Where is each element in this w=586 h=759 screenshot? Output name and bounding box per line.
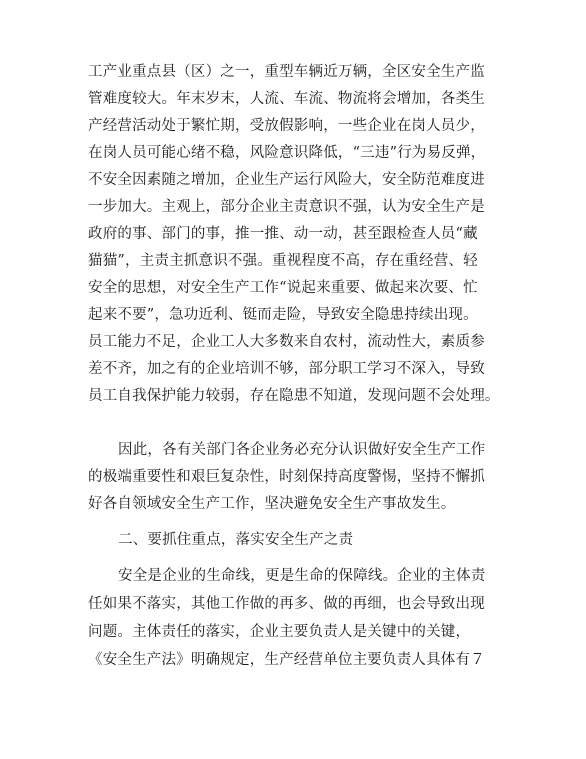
paragraph-line: 政府的事、部门的事，推一推、动一动，甚至跟检查人员“藏 <box>88 226 478 242</box>
paragraph-line: 在岗人员可能心绪不稳，风险意识降低，“三违”行为易反弹， <box>88 145 486 161</box>
paragraph-line: 管难度较大。年末岁末，人流、车流、物流将会增加，各类生 <box>88 91 485 107</box>
paragraph-line: 不安全因素随之增加，企业生产运行风险大，安全防范难度进 <box>88 172 485 188</box>
paragraph-line: 安全的思想，对安全生产工作“说起来重要、做起来次要、忙 <box>88 280 478 296</box>
paragraph-line: 工产业重点县（区）之一，重型车辆近万辆，全区安全生产监 <box>88 64 485 80</box>
paragraph-line: 产经营活动处于繁忙期，受放假影响，一些企业在岗人员少， <box>88 118 485 134</box>
paragraph-line: 员工自我保护能力较弱，存在隐患不知道，发现问题不会处理。 <box>88 388 500 404</box>
paragraph-line: 因此，各有关部门各企业务必充分认识做好安全生产工作 <box>118 442 486 458</box>
paragraph-line: 任如果不落实，其他工作做的再多、做的再细，也会导致出现 <box>88 596 485 612</box>
paragraph-line: 起来不要”，急功近利、铤而走险，导致安全隐患持续出现。 <box>88 307 478 323</box>
paragraph-line: 猫猫”，主责主抓意识不强。重视程度不高，存在重经营、轻 <box>88 253 478 269</box>
paragraph-line: 一步加大。主观上，部分企业主责意识不强，认为安全生产是 <box>88 199 485 215</box>
paragraph-line: 员工能力不足，企业工人大多数来自农村，流动性大，素质参 <box>88 334 485 350</box>
paragraph-line: 安全是企业的生命线，更是生命的保障线。企业的主体责 <box>118 568 486 584</box>
paragraph-line: 好各自领域安全生产工作，坚决避免安全生产事故发生。 <box>88 496 456 512</box>
paragraph-line: 《安全生产法》明确规定，生产经营单位主要负责人具体有７ <box>88 652 485 668</box>
paragraph-line: 的极端重要性和艰巨复杂性，时刻保持高度警惕，坚持不懈抓 <box>88 469 485 485</box>
paragraph-line: 问题。主体责任的落实，企业主要负责人是关键中的关键， <box>88 624 471 640</box>
section-heading: 二、要抓住重点，落实安全生产之责 <box>118 532 354 548</box>
paragraph-line: 差不齐，加之有的企业培训不够，部分职工学习不深入，导致 <box>88 361 485 377</box>
